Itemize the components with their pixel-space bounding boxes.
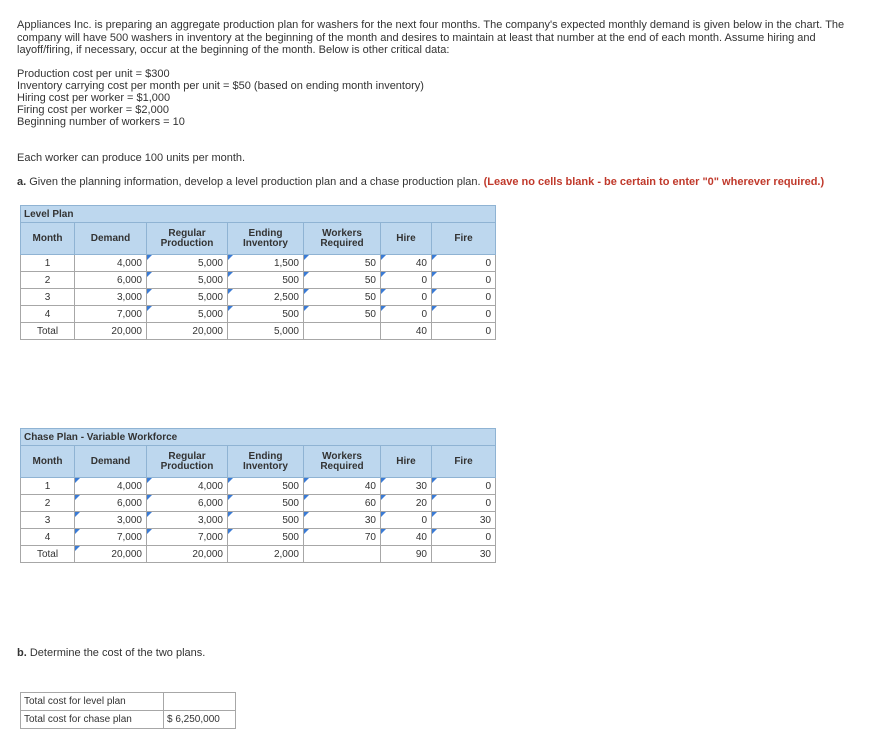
level-cost-input[interactable] bbox=[164, 693, 236, 711]
hire-input[interactable]: 20 bbox=[381, 495, 432, 512]
fire-input[interactable]: 0 bbox=[432, 255, 496, 272]
month-cell: 1 bbox=[21, 478, 75, 495]
hire-input[interactable]: 40 bbox=[381, 529, 432, 546]
total-workers bbox=[304, 546, 381, 563]
total-row bbox=[21, 323, 496, 340]
table-row bbox=[21, 272, 496, 289]
fire-input[interactable]: 30 bbox=[432, 512, 496, 529]
table-row bbox=[21, 693, 236, 711]
workers-input[interactable]: 60 bbox=[304, 495, 381, 512]
production-input[interactable]: 4,000 bbox=[147, 478, 228, 495]
workers-input[interactable]: 50 bbox=[304, 306, 381, 323]
inventory-input[interactable]: 1,500 bbox=[228, 255, 304, 272]
level-plan-caption: Level Plan bbox=[21, 206, 496, 223]
question-a-text: Given the planning information, develop a level production plan and a chase production plan. bbox=[26, 176, 484, 188]
total-label: Total bbox=[21, 546, 75, 563]
inventory-input[interactable]: 2,500 bbox=[228, 289, 304, 306]
demand-cell: 4,000 bbox=[75, 255, 147, 272]
hire-input[interactable]: 40 bbox=[381, 255, 432, 272]
question-a-prefix: a. bbox=[17, 176, 27, 188]
demand-cell: 6,000 bbox=[75, 495, 147, 512]
total-hire: 40 bbox=[381, 323, 432, 340]
month-cell: 4 bbox=[21, 529, 75, 546]
month-cell: 3 bbox=[21, 289, 75, 306]
header-demand: Demand bbox=[75, 223, 147, 255]
table-row bbox=[21, 529, 496, 546]
demand-cell: 4,000 bbox=[75, 478, 147, 495]
month-cell: 3 bbox=[21, 512, 75, 529]
inventory-input[interactable]: 500 bbox=[228, 306, 304, 323]
beginning-workers-line: Beginning number of workers = 10 bbox=[17, 116, 185, 128]
fire-input[interactable]: 0 bbox=[432, 289, 496, 306]
total-label: Total bbox=[21, 323, 75, 340]
chase-plan-header-row bbox=[21, 446, 496, 478]
total-inventory: 5,000 bbox=[228, 323, 304, 340]
production-input[interactable]: 5,000 bbox=[147, 255, 228, 272]
header-workers-required: Workers Required bbox=[304, 223, 381, 255]
hiring-cost-line: Hiring cost per worker = $1,000 bbox=[17, 92, 171, 104]
fire-input[interactable]: 0 bbox=[432, 306, 496, 323]
workers-input[interactable]: 40 bbox=[304, 478, 381, 495]
cost-table bbox=[20, 692, 236, 729]
total-workers bbox=[304, 323, 381, 340]
inventory-input[interactable]: 500 bbox=[228, 478, 304, 495]
table-row bbox=[21, 495, 496, 512]
demand-cell: 3,000 bbox=[75, 289, 147, 306]
inventory-cost-line: Inventory carrying cost per month per unit = $50 (based on ending month inventory) bbox=[17, 80, 424, 92]
hire-input[interactable]: 0 bbox=[381, 289, 432, 306]
production-cost-line: Production cost per unit = $300 bbox=[17, 68, 170, 80]
workers-input[interactable]: 70 bbox=[304, 529, 381, 546]
table-row bbox=[21, 478, 496, 495]
fire-input[interactable]: 0 bbox=[432, 529, 496, 546]
production-input[interactable]: 5,000 bbox=[147, 272, 228, 289]
critical-data-list bbox=[17, 68, 424, 128]
firing-cost-line: Firing cost per worker = $2,000 bbox=[17, 104, 169, 116]
chase-cost-input[interactable]: $ 6,250,000 bbox=[164, 711, 236, 729]
question-b bbox=[17, 647, 205, 659]
workers-input[interactable]: 50 bbox=[304, 255, 381, 272]
production-input[interactable]: 6,000 bbox=[147, 495, 228, 512]
fire-input[interactable]: 0 bbox=[432, 495, 496, 512]
question-a bbox=[17, 176, 824, 188]
total-fire: 30 bbox=[432, 546, 496, 563]
level-cost-label: Total cost for level plan bbox=[21, 693, 164, 711]
demand-cell: 7,000 bbox=[75, 529, 147, 546]
production-input[interactable]: 7,000 bbox=[147, 529, 228, 546]
total-inventory: 2,000 bbox=[228, 546, 304, 563]
table-row bbox=[21, 306, 496, 323]
production-input[interactable]: 5,000 bbox=[147, 306, 228, 323]
header-demand: Demand bbox=[75, 446, 147, 478]
header-regular-production: Regular Production bbox=[147, 446, 228, 478]
problem-intro: Appliances Inc. is preparing an aggregate production plan for washers for the next four months. The company's expected monthly demand is given below in the chart. The company will have 500 washers in inventory at the beginning of the month and desires to maintain at least that number at the end of each month. Assume hiring and layoff/firing, if necessary, occur at the beginning of the month. Below is other critical data: bbox=[17, 19, 845, 56]
hire-input[interactable]: 0 bbox=[381, 512, 432, 529]
question-a-warning: (Leave no cells blank - be certain to enter "0" wherever required.) bbox=[483, 176, 825, 188]
header-fire: Fire bbox=[432, 446, 496, 478]
total-demand: 20,000 bbox=[75, 546, 147, 563]
workers-input[interactable]: 50 bbox=[304, 289, 381, 306]
header-hire: Hire bbox=[381, 223, 432, 255]
header-month: Month bbox=[21, 223, 75, 255]
workers-input[interactable]: 50 bbox=[304, 272, 381, 289]
inventory-input[interactable]: 500 bbox=[228, 529, 304, 546]
hire-input[interactable]: 30 bbox=[381, 478, 432, 495]
table-row bbox=[21, 255, 496, 272]
demand-cell: 6,000 bbox=[75, 272, 147, 289]
header-regular-production: Regular Production bbox=[147, 223, 228, 255]
demand-cell: 3,000 bbox=[75, 512, 147, 529]
level-plan-table bbox=[20, 205, 496, 340]
total-hire: 90 bbox=[381, 546, 432, 563]
total-fire: 0 bbox=[432, 323, 496, 340]
header-workers-required: Workers Required bbox=[304, 446, 381, 478]
worker-capacity-note: Each worker can produce 100 units per month. bbox=[17, 152, 246, 164]
header-fire: Fire bbox=[432, 223, 496, 255]
month-cell: 2 bbox=[21, 272, 75, 289]
hire-input[interactable]: 0 bbox=[381, 272, 432, 289]
month-cell: 2 bbox=[21, 495, 75, 512]
fire-input[interactable]: 0 bbox=[432, 478, 496, 495]
month-cell: 4 bbox=[21, 306, 75, 323]
table-row bbox=[21, 512, 496, 529]
total-production: 20,000 bbox=[147, 323, 228, 340]
total-production: 20,000 bbox=[147, 546, 228, 563]
question-b-prefix: b. bbox=[17, 647, 27, 659]
workers-input[interactable]: 30 bbox=[304, 512, 381, 529]
production-input[interactable]: 3,000 bbox=[147, 512, 228, 529]
table-row bbox=[21, 711, 236, 729]
header-ending-inventory: Ending Inventory bbox=[228, 223, 304, 255]
question-b-text: Determine the cost of the two plans. bbox=[26, 647, 206, 659]
header-ending-inventory: Ending Inventory bbox=[228, 446, 304, 478]
table-row bbox=[21, 289, 496, 306]
hire-input[interactable]: 0 bbox=[381, 306, 432, 323]
demand-cell: 7,000 bbox=[75, 306, 147, 323]
inventory-input[interactable]: 500 bbox=[228, 495, 304, 512]
chase-plan-caption: Chase Plan - Variable Workforce bbox=[21, 429, 496, 446]
chase-cost-label: Total cost for chase plan bbox=[21, 711, 164, 729]
chase-plan-table bbox=[20, 428, 496, 563]
total-row bbox=[21, 546, 496, 563]
total-demand: 20,000 bbox=[75, 323, 147, 340]
inventory-input[interactable]: 500 bbox=[228, 272, 304, 289]
fire-input[interactable]: 0 bbox=[432, 272, 496, 289]
header-month: Month bbox=[21, 446, 75, 478]
inventory-input[interactable]: 500 bbox=[228, 512, 304, 529]
production-input[interactable]: 5,000 bbox=[147, 289, 228, 306]
header-hire: Hire bbox=[381, 446, 432, 478]
level-plan-header-row bbox=[21, 223, 496, 255]
month-cell: 1 bbox=[21, 255, 75, 272]
